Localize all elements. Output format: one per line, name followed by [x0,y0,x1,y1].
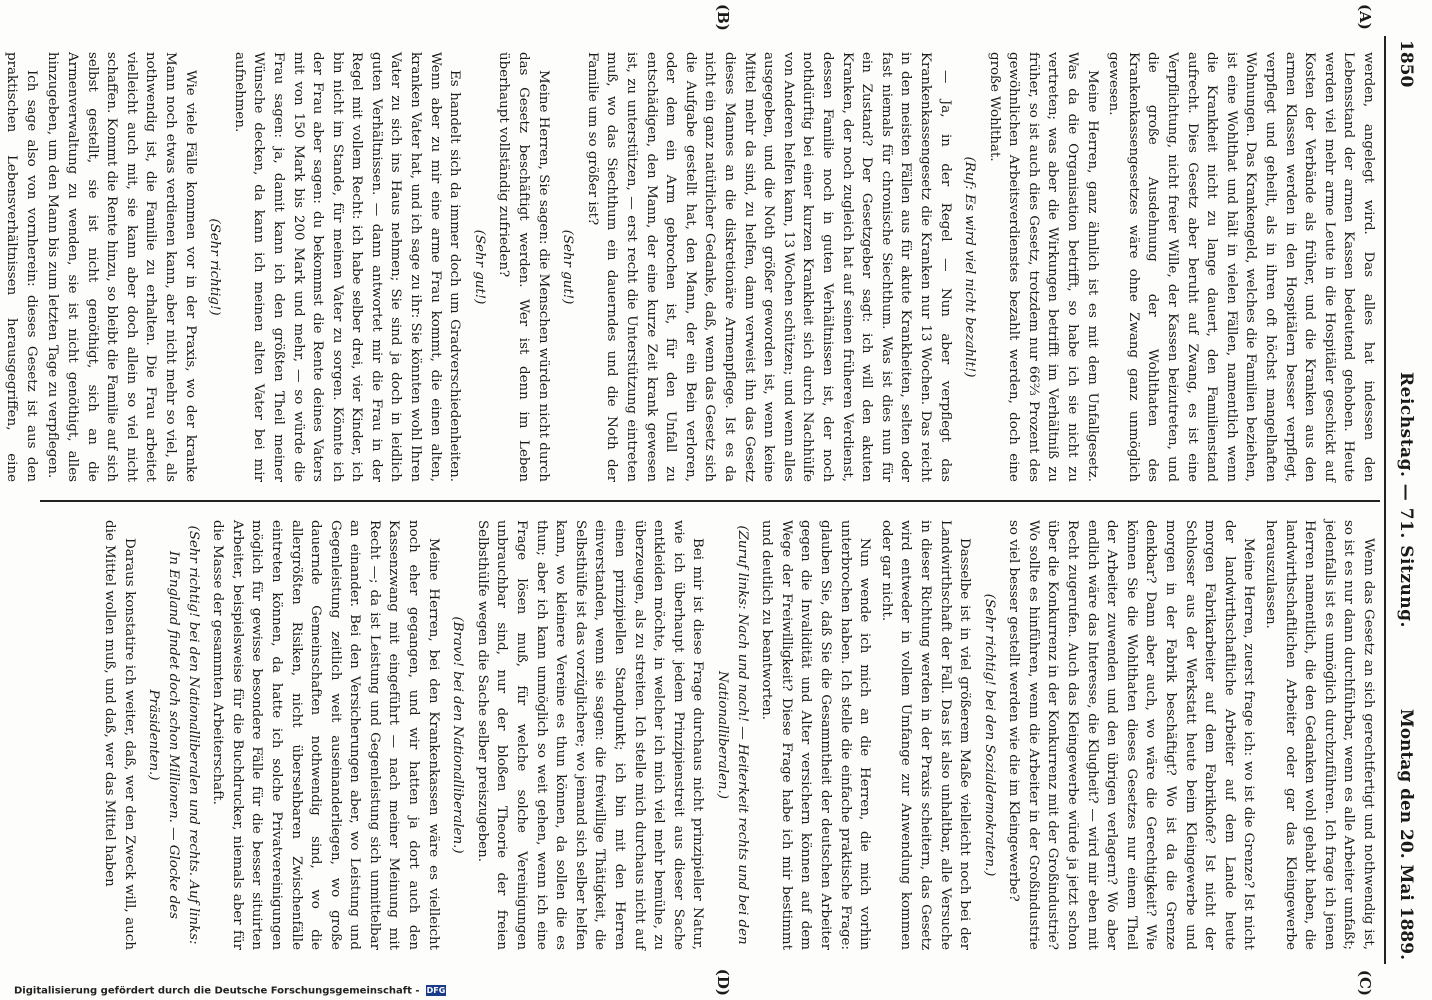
paragraph: Meine Herren, Sie sagen: die Menschen würden nicht durch das Gesetz beschäftigt werden. Wer ist denn im Leben überhaupt vollständig zufrieden? [496,52,551,482]
margin-mark-d: (D) [714,968,732,996]
interjection: (Zuruf links: Nach und nach! — Heiterkeit rechts und bei den Nationalliberalen.) [715,525,750,945]
margin-mark-a: (A) [1356,4,1374,30]
margin-mark-b: (B) [714,4,732,31]
text-column-left [4,52,1378,482]
interjection: (Sehr richtig!) [207,218,223,316]
digitization-footer [14,985,446,997]
interjection: (Sehr gut!) [560,229,576,305]
paragraph: Nun wende ich mich an die Herren, die mich vorhin unterbrochen haben. Ich stelle die einfache praktische Frage: glauben Sie, daß Sie die Gesammtheit der deutschen Arbeiter gegen die Invalidität und Alter versichern können auf dem Wege der Freiwilligkeit? Diese Frage habe ich mir bestimmt und deutlich zu beantworten. [759,520,873,950]
paragraph: — Ja, in der Regel — Nun aber verpflegt das Krankenkassengesetz die Kranken nur 13 Wochen. Das reicht in den meisten Fällen aus für akute Krankheiten, selten oder fast niemals für chronische Siechthum. Was ist dies nun für ein Zustand? Der Gesetzgeber sagt: ich will den akuten Kranken, der noch zugleich hat auf seinen früheren Verdienst, dessen Familie noch in guten Verhältnissen ist, der noch nothdürftig bei einer kurzen Krankheit sich durch Nachhülfe von Anderen helfen kann, 13 Wochen schützen; und wenn alles ausgegeben, und die Noth größer geworden ist, wenn keine Mittel mehr da sind, zu helfen, dann verweist ihn das Gesetz dieses Mannes an die diskretionäre Armenpflege. Ist es da nicht ein ganz natürlicher Gedanke, daß, wenn das Gesetz sich die Aufgabe gestellt hat, den Mann, der ein Bein verloren, oder dem ein Arm gebrochen ist, für den Unfall zu entschädigen, den Mann, der eine kurze Zeit krank gewesen ist, zu unterstützen, — erst recht die Unterstützung eintreten muß, wo das Siechthum ein dauerndes und die Noth der Familie um so größer ist? [584,52,953,482]
page-title: Reichstag. — 71. Sitzung. [1396,372,1416,628]
interjection: (Sehr richtig! bei den Nationalliberalen und rechts. Auf links: In England findet doch schon Millionen. — Glocke des Präsidenten.) [146,525,201,945]
paragraph: Meine Herren, bei den Krankenkassen wäre es vielleicht noch eher gegangen, und wir hatten ja dort auch den Kassenzwang mit eingeführt — nach meiner Meinung mit Recht —; da ist Leistung und Gegenleistung sich unmittelbar an einander. Bei den Versicherungen aber, wo Leistung und Gegenleistung zeitlich weit auseinanderliegen, wo große dauernde Gemeinschaften nothwendig sind, wo die allergrößten Risiken, nicht übersehbaren Zwischenfälle eintreten können, da hatte ich solche Privatvereinigungen möglich für gewisse besondere Fälle für die besser situirten Arbeiter, beispielsweise für die Buchdrucker, niemals aber für die Masse der gesammten Arbeiterschaft. [210,520,441,950]
paragraph: Es handelt sich da immer doch um Gradverschiedenheiten. Wenn aber zu mir eine arme Frau kommt, die einen alten, kranken Vater hat, und ich sage zu ihr: Sie könnten wohl Ihren Vater zu sich ins Haus nehmen; Sie sind ja doch in leidlich guten Verhältnissen. — dann antwortet mir die Frau in der Regel mit vollem Recht: ich habe selber drei, vier Kinder, ich bin nicht im Stande, für meinen Vater zu sorgen. Könnte ich der Frau aber sagen: du bekommst die Rente deines Vaters mit von 150 Mark bis 200 Mark und mehr, — so würde die Frau sagen: ja, damit kann ich den größten Theil meiner Wünsche decken, da kann ich meinen alten Vater bei mir aufnehmen. [231,52,463,482]
paragraph: Dasselbe ist in viel größerem Maße vielleicht noch bei der Landwirthschaft der Fall. Das ist also unhaltbar, alle Versuche in dieser Richtung werden in der Praxis scheitern, das Gesetz wird entweder in vollem Umfange zur Anwendung kommen oder gar nicht. [878,520,973,950]
header-rule [1384,36,1386,964]
margin-mark-c: (C) [1356,969,1374,996]
paragraph: Wie viele Fälle kommen vor in der Praxis, wo der kranke Mann noch etwas verdienen kann, aber nicht mehr so viel, als nothwendig ist, die Familie zu erhalten. Die Frau arbeitet vielleicht auch mit, sie kann aber doch allein so viel nicht schaffen. Kommt die Rente hinzu, so bleibt die Familie auf sich selbst gestellt, sie ist nicht genöthigt, sich an die Armenverwaltung zu wenden, sie ist nicht genöthigt, alles hinzugeben, um den Mann bis zum letzten Tage zu verpflegen. [45,52,198,482]
paragraph: Daraus konstatire ich weiter, daß, wer den Zweck will, auch die Mittel wollen muß, und daß, wer das Mittel haben [102,520,137,950]
paragraph: Wenn das Gesetz an sich gerechtfertigt und nothwendig ist, so ist es nur dann durchführbar, wenn es alle Arbeiter umfaßt; jedenfalls ist es unmöglich durchzuführen. Ich frage ich jenen Herren namentlich, die den Gedanken wohl gehabt haben, die landwirthschaftlichen Arbeiter oder gar das Kleingewerbe herauszulassen. [1263,520,1376,950]
paragraph: Meine Herren, ganz ähnlich ist es mit dem Unfallgesetz. Was da die Organisation betrifft, so habe ich sie nicht zu vertreten; was aber die Wirkungen betrifft im Verhältniß zu früher, so ist auch dies Gesetz, trotzdem nur 66⅔ Prozent des gewöhnlichen Arbeitsverdienstes bezahlt werden, doch eine große Wohlthat. [986,52,1100,482]
paragraph: Meine Herren, zuerst frage ich: wo ist die Grenze? Ist nicht der landwirthschaftliche Arbeiter auf dem Lande heute morgen Fabrikarbeiter auf dem Fabrikhofe? Ist nicht der Schlosser aus der Werkstatt heute beim Kleingewerbe und morgen in der Fabrik beschäftigt? Wo ist da die Grenze denkbar? Dann aber auch, wo wäre die Gerechtigkeit? Wie können Sie die Wohlthaten dieses Gesetzes nur einem Theil der Arbeiter zuwenden und den übrigen verlagern? Wo aber endlich wäre das Interesse, die Klugheit? — wird mir eben mit Recht zugerufen. Auch das Kleingewerbe würde ja jetzt schon über die Konkurrenz in der Konkurrenz mit der Großindustrie? Wo sollte es hinführen, wenn die Arbeiter in der Großindustrie so viel besser gestellt werden wie die im Kleingewerbe? [1006,520,1257,950]
interjection: (Ruf: Es wird viel nicht bezahlt!) [962,156,978,378]
interjection: (Bravo! bei den Nationalliberalen.) [450,616,466,854]
dfg-logo: DFG [426,985,446,995]
session-date: Montag den 20. Mai 1889. [1396,708,1416,960]
text-column-right [38,520,1378,950]
paragraph: Ich sage also von vornherein: dieses Gesetz ist aus den praktischen Lebensverhältnissen herausgegriffen, eine [4,52,39,482]
interjection: (Sehr gut!) [471,229,487,305]
paragraph: Bei mir ist diese Frage durchaus nicht prinzipieller Natur, wie ich überhaupt jedem Prinzipienstreit aus dieser Sache entkleiden möchte, in welcher ich mich viel mehr bemühe, zu überzeugen, als zu streiten. Ich stelle mich durchaus nicht auf einen prinzipiellen Standpunkt; ich bin mit den Herren einverstanden, wenn sie sagen: die freiwillige Thätigkeit, die Selbsthülfe ist das vorzüglichere; wo jemand sich selber helfen kann, wo kleinere Vereine es thun können, da sollen die es thun; aber ich kann unmöglich so weit gehen, wenn ich eine Frage lösen muß, für welche solche Vereinigungen unbrauchbar sind, nur der bloßen Theorie der freien Selbsthülfe wegen die Sache selber preiszugeben. [474,520,706,950]
page-number: 1850 [1396,40,1416,88]
page-header [1392,30,1418,970]
footer-credit: Digitalisierung gefördert durch die Deutsche Forschungsgemeinschaft - [14,985,420,996]
paragraph: werden, angelegt wird. Das alles hat indessen den Lebensstand der armen Kassen bedeutend gehoben. Heute werden viel mehr arme Leute in die Hospitäler geschickt auf Kosten der Verbände als früher, und die Kranken aus den armen Klassen werden in den Hospitälern besser verpflegt, verpflegt und geheilt, als in ihren oft höchst mangelhaften Wohnungen. Das Krankengeld, welches die Familien beziehen, ist eine Wohlthat und hält in vielen Fällen, namentlich wenn die Krankheit nicht zu lange dauert, den Familienstand aufrecht. Dies Gesetz aber beruht auf Zwang, es ist eine Verpflichtung, nicht freier Wille, der Kassen beizutreten, und die große Ausdehnung der Wohlthaten des Krankenkassengesetzes wäre ohne Zwang ganz unmöglich gewesen. [1106,52,1376,482]
column-divider [40,500,1380,502]
interjection: (Sehr richtig! bei den Sozialdemokraten.) [981,593,997,877]
